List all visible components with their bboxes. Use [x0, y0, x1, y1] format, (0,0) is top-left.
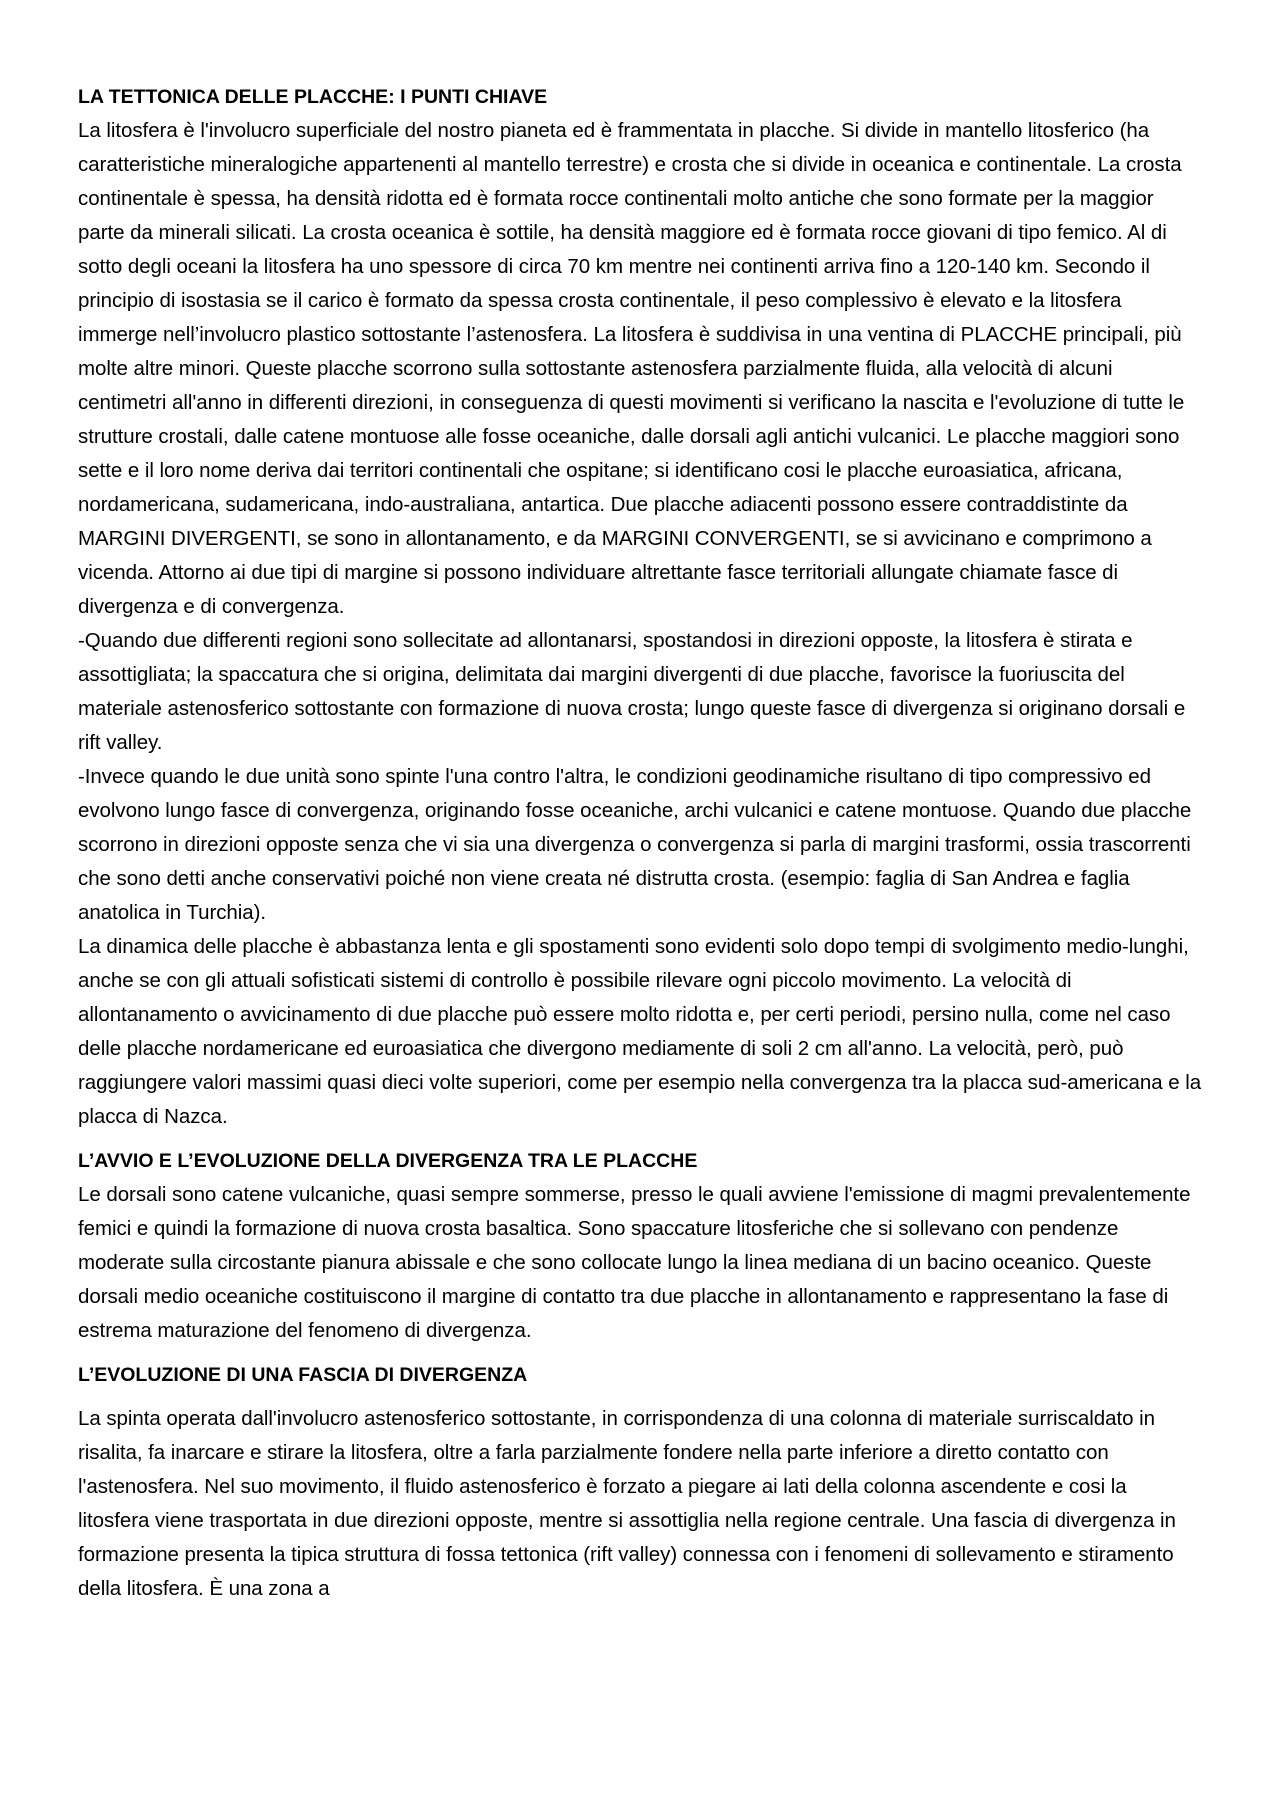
- paragraph-divergence: -Quando due differenti regioni sono sollecitate ad allontanarsi, spostandosi in direzioni opposte, la litosfera è stirata e assottigliata; la spaccatura che si origina, delimitata dai margini divergenti di due placche, favorisce la fuoriuscita del materiale astenosferico sottostante con formazione di nuova crosta; lungo queste fasce di divergenza si originano dorsali e rift valley.: [78, 629, 1186, 754]
- section-spacer: [78, 1348, 1202, 1358]
- section-heading: L’AVVIO E L’EVOLUZIONE DELLA DIVERGENZA TRA LE PLACCHE: [78, 1150, 698, 1172]
- paragraph-convergence: -Invece quando le due unità sono spinte l'una contro l'altra, le condizioni geodinamiche risultano di tipo compressivo ed evolvono lungo fasce di convergenza, originando fosse oceaniche, archi vulcanici e catene montuose. Quando due placche scorrono in direzioni opposte senza che vi sia una divergenza o convergenza si parla di margini trasformi, ossia trascorrenti che sono detti anche conservativi poiché non viene creata né distrutta crosta. (esempio: faglia di San Andrea e faglia anatolica in Turchia).: [78, 765, 1192, 924]
- paragraph-lithosphere: La litosfera è l'involucro superficiale del nostro pianeta ed è frammentata in placche. Si divide in mantello litosferico (ha caratteristiche mineralogiche appartenenti al mantello terrestre) e crosta che si divide in oceanica e continentale. La crosta continentale è spessa, ha densità ridotta ed è formata rocce continentali molto antiche che sono formate per la maggior parte da minerali silicati. La crosta oceanica è sottile, ha densità maggiore ed è formata rocce giovani di tipo femico. Al di sotto degli oceani la litosfera ha uno spessore di circa 70 km mentre nei continenti arriva fino a 120-140 km. Secondo il principio di isostasia se il carico è formato da spessa crosta continentale, il peso complessivo è elevato e la litosfera immerge nell’involucro plastico sottostante l’astenosfera. La litosfera è suddivisa in una ventina di PLACCHE principali, più molte altre minori. Queste placche scorrono sulla sottostante astenosfera parzialmente fluida, alla velocità di alcuni centimetri all'anno in differenti direzioni, in conseguenza di questi movimenti si verificano la nascita e l'evoluzione di tutte le strutture crostali, dalle catene montuose alle fosse oceaniche, dalle dorsali agli antichi vulcanici. Le placche maggiori sono sette e il loro nome deriva dai territori continentali che ospitane; si identificano cosi le placche euroasiatica, africana, nordamericana, sudamericana, indo-australiana, antartica. Due placche adiacenti possono essere contraddistinte da MARGINI DIVERGENTI, se sono in allontanamento, e da MARGINI CONVERGENTI, se si avvicinano e comprimono a vicenda. Attorno ai due tipi di margine si possono individuare altrettante fasce territoriali allungate chiamate fasce di divergenza e di convergenza.: [78, 119, 1185, 618]
- section-heading: L’EVOLUZIONE DI UNA FASCIA DI DIVERGENZA: [78, 1364, 528, 1386]
- paragraph-ridges: Le dorsali sono catene vulcaniche, quasi sempre sommerse, presso le quali avviene l'emissione di magmi prevalentemente femici e quindi la formazione di nuova crosta basaltica. Sono spaccature litosferiche che si sollevano con pendenze moderate sulla circostante pianura abissale e che sono collocate lungo la linea mediana di un bacino oceanico. Queste dorsali medio oceaniche costituiscono il margine di contatto tra due placche in allontanamento e rappresentano la fase di estrema maturazione del fenomeno di divergenza.: [78, 1183, 1191, 1342]
- paragraph-rift-valley: La spinta operata dall'involucro astenosferico sottostante, in corrispondenza di una colonna di materiale surriscaldato in risalita, fa inarcare e stirare la litosfera, oltre a farla parzialmente fondere nella parte inferiore a diretto contatto con l'astenosfera. Nel suo movimento, il fluido astenosferico è forzato a piegare ai lati della colonna ascendente e cosi la litosfera viene trasportata in due direzioni opposte, mentre si assottiglia nella regione centrale. Una fascia di divergenza in formazione presenta la tipica struttura di fossa tettonica (rift valley) connessa con i fenomeni di sollevamento e stiramento della litosfera. È una zona a: [78, 1407, 1176, 1600]
- section-spacer: [78, 1134, 1202, 1144]
- heading-spacer: [78, 1392, 1202, 1402]
- section-divergence-start: [78, 1144, 1202, 1348]
- section-divergence-belt: [78, 1358, 1202, 1606]
- paragraph-plate-dynamics: La dinamica delle placche è abbastanza lenta e gli spostamenti sono evidenti solo dopo tempi di svolgimento medio-lunghi, anche se con gli attuali sofisticati sistemi di controllo è possibile rilevare ogni piccolo movimento. La velocità di allontanamento o avvicinamento di due placche può essere molto ridotta e, per certi periodi, persino nulla, come nel caso delle placche nordamericane ed euroasiatica che divergono mediamente di soli 2 cm all'anno. La velocità, però, può raggiungere valori massimi quasi dieci volte superiori, come per esempio nella convergenza tra la placca sud-americana e la placca di Nazca.: [78, 935, 1202, 1128]
- section-heading: LA TETTONICA DELLE PLACCHE: I PUNTI CHIAVE: [78, 86, 548, 108]
- section-plate-tectonics-key-points: [78, 80, 1202, 1134]
